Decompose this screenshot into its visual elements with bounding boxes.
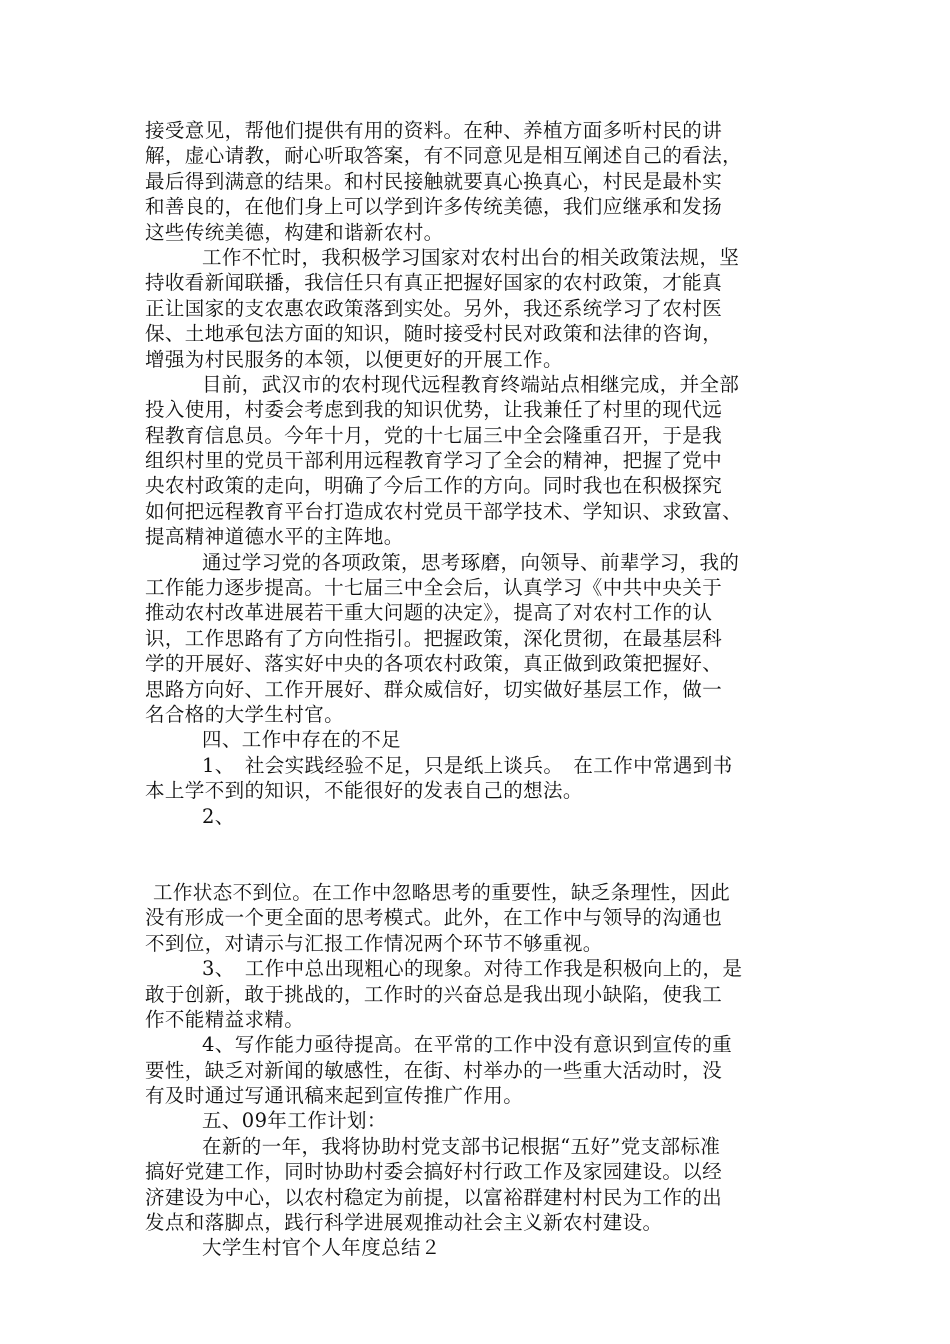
text-line: 保、土地承包法方面的知识，随时接受村民对政策和法律的咨询， xyxy=(145,322,723,346)
text-line: 通过学习党的各项政策，思考琢磨，向领导、前辈学习，我的 xyxy=(202,550,740,574)
paragraph-3 xyxy=(145,372,810,550)
text-line: 发点和落脚点，践行科学进展观推动社会主义新农村建设。 xyxy=(145,1211,663,1235)
next-section-title: 大学生村官个人年度总结２ xyxy=(202,1236,441,1260)
text-line: 本上学不到的知识，不能很好的发表自己的想法。 xyxy=(145,779,583,803)
text-line: 工作不忙时，我积极学习国家对农村出台的相关政策法规，坚 xyxy=(202,245,740,269)
text-line: 最后得到满意的结果。和村民接触就要真心换真心，村民是最朴实 xyxy=(145,169,723,193)
text-line: 4、写作能力亟待提高。在平常的工作中没有意识到宣传的重 xyxy=(202,1033,733,1057)
paragraph-4 xyxy=(145,550,810,728)
text-line: 济建设为中心，以农村稳定为前提，以富裕群建村村民为工作的出 xyxy=(145,1185,723,1209)
text-line: 学的开展好、落实好中央的各项农村政策，真正做到政策把握好、 xyxy=(145,652,723,676)
text-line: 识，工作思路有了方向性指引。把握政策，深化贯彻，在最基层科 xyxy=(145,626,723,650)
text-line: 在新的一年，我将协助村党支部书记根据“五好”党支部标准 xyxy=(202,1134,721,1158)
text-line: 程教育信息员。今年十月，党的十七届三中全会隆重召开，于是我 xyxy=(145,423,723,447)
text-line: 正让国家的支农惠农政策落到实处。另外，我还系统学习了农村医 xyxy=(145,296,723,320)
paragraph-1 xyxy=(145,118,810,245)
text-line: 提高精神道德水平的主阵地。 xyxy=(145,525,404,549)
text-line: 目前，武汉市的农村现代远程教育终端站点相继完成，并全部 xyxy=(202,372,740,396)
text-line: 如何把远程教育平台打造成农村党员干部学技术、学知识、求致富、 xyxy=(145,499,743,523)
text-line: 要性，缺乏对新闻的敏感性，在街、村举办的一些重大活动时，没 xyxy=(145,1058,723,1082)
text-line: 名合格的大学生村官。 xyxy=(145,702,345,726)
text-line: 作不能精益求精。 xyxy=(145,1007,305,1031)
text-line: 没有形成一个更全面的思考模式。此外，在工作中与领导的沟通也 xyxy=(145,906,723,930)
text-line: 这些传统美德，构建和谐新农村。 xyxy=(145,220,444,244)
text-line: 接受意见，帮他们提供有用的资料。在种、养植方面多听村民的讲 xyxy=(145,119,723,142)
section-heading-5: 五、09年工作计划： xyxy=(202,1109,387,1133)
text-line: 3、 工作中总出现粗心的现象。对待工作我是积极向上的，是 xyxy=(202,957,743,981)
list-item-2 xyxy=(145,880,810,956)
text-line: 和善良的，在他们身上可以学到许多传统美德，我们应继承和发扬 xyxy=(145,195,723,219)
text-line: 组织村里的党员干部利用远程教育学习了全会的精神，把握了党中 xyxy=(145,449,723,473)
text-line: 央农村政策的走向，明确了今后工作的方向。同时我也在积极探究 xyxy=(145,474,723,498)
text-line: 敢于创新，敢于挑战的，工作时的兴奋总是我出现小缺陷，使我工 xyxy=(145,982,723,1006)
list-item-1 xyxy=(145,753,810,804)
list-item-2-number: 2、 xyxy=(202,804,235,828)
text-line: 推动农村改革进展若干重大问题的决定》，提高了对农村工作的认 xyxy=(145,601,713,625)
list-item-4 xyxy=(145,1032,810,1108)
text-line: 工作能力逐步提高。十七届三中全会后，认真学习《中共中央关于 xyxy=(145,576,723,600)
text-line: 增强为村民服务的本领，以便更好的开展工作。 xyxy=(145,347,563,371)
text-line: 1、 社会实践经验不足，只是纸上谈兵。 在工作中常遇到书 xyxy=(202,753,733,777)
paragraph-2 xyxy=(145,245,810,372)
text-line: 解，虚心请教，耐心听取答案，有不同意见是相互阐述自己的看法， xyxy=(145,144,743,168)
text-line: 持收看新闻联播，我信任只有真正把握好国家的农村政策，才能真 xyxy=(145,271,723,295)
text-line: 工作状态不到位。在工作中忽略思考的重要性，缺乏条理性，因此 xyxy=(153,880,731,904)
text-line: 不到位，对请示与汇报工作情况两个环节不够重视。 xyxy=(145,931,603,955)
text-line: 思路方向好、工作开展好、群众威信好，切实做好基层工作，做一 xyxy=(145,677,723,701)
text-line: 有及时通过写通讯稿来起到宣传推广作用。 xyxy=(145,1084,524,1108)
document-page xyxy=(145,118,810,1261)
text-line: 搞好党建工作，同时协助村委会搞好村行政工作及家园建设。以经 xyxy=(145,1160,723,1184)
section-heading-4: 四、工作中存在的不足 xyxy=(202,728,402,752)
paragraph-5 xyxy=(145,1134,810,1236)
list-item-3 xyxy=(145,956,810,1032)
blank-gap xyxy=(145,829,810,880)
text-line: 投入使用，村委会考虑到我的知识优势，让我兼任了村里的现代远 xyxy=(145,398,723,422)
